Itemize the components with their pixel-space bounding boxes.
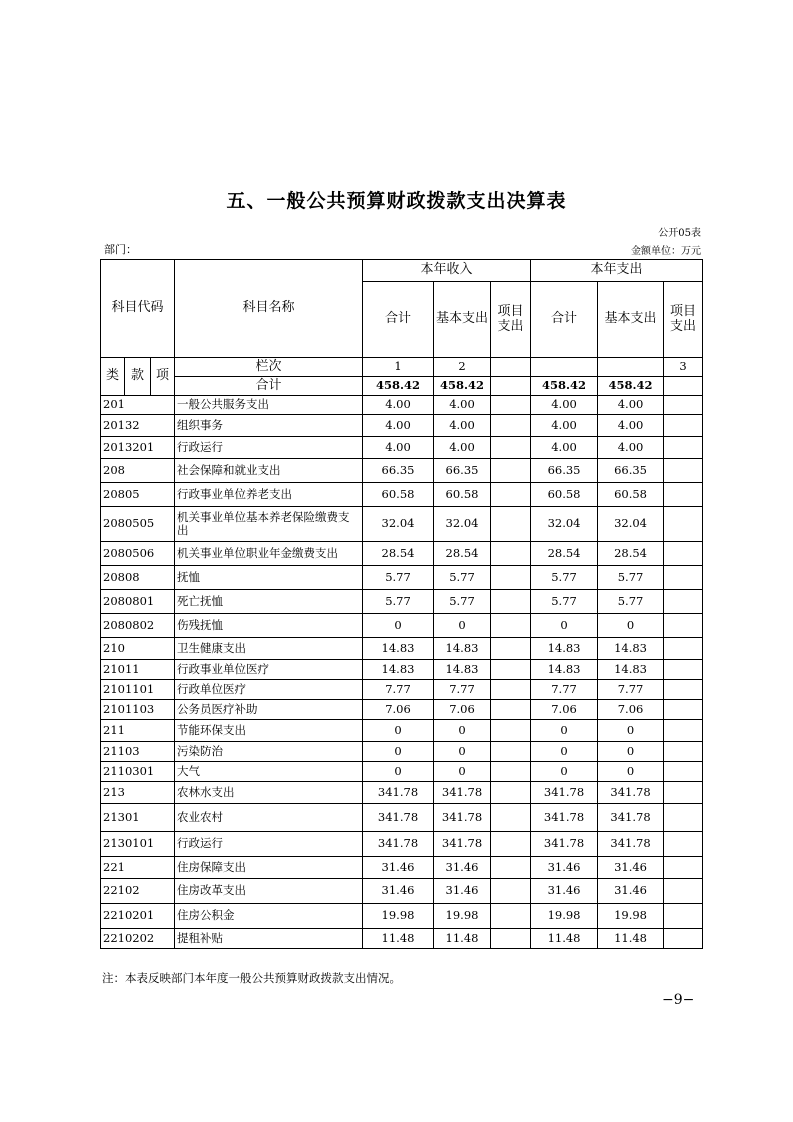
page-title: 五、一般公共预算财政拨款支出决算表 (226, 190, 567, 212)
row-income-total: 0 (363, 762, 434, 782)
row-income-total: 32.04 (363, 507, 434, 542)
row-income-project (491, 437, 531, 459)
table-row (101, 638, 703, 660)
row-income-total: 7.06 (363, 700, 434, 720)
row-income-basic: 14.83 (434, 660, 491, 680)
row-income-basic: 31.46 (434, 857, 491, 879)
row-expense-total: 19.98 (531, 904, 598, 929)
row-expense-total: 32.04 (531, 507, 598, 542)
header-name: 科目名称 (175, 260, 363, 358)
row-code: 221 (101, 857, 175, 879)
table-row (101, 566, 703, 590)
row-income-basic: 341.78 (434, 782, 491, 804)
row-income-basic: 66.35 (434, 459, 491, 483)
row-income-total: 66.35 (363, 459, 434, 483)
table-row (101, 782, 703, 804)
table-row (101, 396, 703, 415)
row-name: 住房保障支出 (175, 857, 363, 879)
footnote: 注：本表反映部门本年度一般公共预算财政拨款支出情况。 (102, 971, 401, 985)
row-expense-basic: 0 (598, 720, 664, 742)
row-name: 行政运行 (175, 437, 363, 459)
row-expense-basic: 32.04 (598, 507, 664, 542)
row-expense-basic: 19.98 (598, 904, 664, 929)
row-code: 2080801 (101, 590, 175, 614)
sum-label: 合计 (175, 377, 363, 396)
row-expense-project (664, 566, 703, 590)
row-name: 行政运行 (175, 832, 363, 857)
table-row (101, 660, 703, 680)
row-expense-project (664, 762, 703, 782)
table-row (101, 680, 703, 700)
row-expense-project (664, 459, 703, 483)
row-code: 2130101 (101, 832, 175, 857)
row-income-total: 4.00 (363, 415, 434, 437)
row-code: 21301 (101, 804, 175, 832)
row-expense-project (664, 614, 703, 638)
row-expense-total: 5.77 (531, 566, 598, 590)
row-code: 2110301 (101, 762, 175, 782)
row-income-total: 341.78 (363, 804, 434, 832)
row-name: 一般公共服务支出 (175, 396, 363, 415)
row-expense-total: 14.83 (531, 660, 598, 680)
table-row (101, 762, 703, 782)
row-income-basic: 60.58 (434, 483, 491, 507)
row-income-basic: 32.04 (434, 507, 491, 542)
row-expense-total: 11.48 (531, 929, 598, 949)
row-income-total: 341.78 (363, 832, 434, 857)
table-row (101, 879, 703, 904)
row-expense-project (664, 879, 703, 904)
row-income-basic: 7.06 (434, 700, 491, 720)
row-income-total: 31.46 (363, 879, 434, 904)
row-expense-total: 7.77 (531, 680, 598, 700)
table-row (101, 857, 703, 879)
row-expense-project (664, 904, 703, 929)
row-code: 210 (101, 638, 175, 660)
row-expense-total: 7.06 (531, 700, 598, 720)
header-income-basic: 基本支出 (434, 282, 491, 358)
row-code: 211 (101, 720, 175, 742)
sum-income-basic: 458.42 (434, 377, 491, 396)
row-expense-total: 60.58 (531, 483, 598, 507)
row-income-project (491, 832, 531, 857)
row-expense-total: 4.00 (531, 396, 598, 415)
row-name: 住房改革支出 (175, 879, 363, 904)
row-expense-project (664, 507, 703, 542)
row-code: 2080802 (101, 614, 175, 638)
sum-expense-project (664, 377, 703, 396)
row-name: 机关事业单位基本养老保险缴费支出 (175, 507, 363, 542)
row-expense-project (664, 929, 703, 949)
row-income-total: 19.98 (363, 904, 434, 929)
row-income-total: 5.77 (363, 590, 434, 614)
row-code: 22102 (101, 879, 175, 904)
row-expense-project (664, 396, 703, 415)
row-expense-basic: 5.77 (598, 566, 664, 590)
row-expense-basic: 28.54 (598, 542, 664, 566)
row-code: 20132 (101, 415, 175, 437)
row-income-total: 11.48 (363, 929, 434, 949)
col-number-blank (531, 358, 598, 377)
row-expense-project (664, 638, 703, 660)
row-expense-basic: 4.00 (598, 437, 664, 459)
row-expense-project (664, 742, 703, 762)
row-expense-project (664, 857, 703, 879)
col-number-blank (491, 358, 531, 377)
table-row (101, 929, 703, 949)
row-expense-project (664, 680, 703, 700)
row-income-project (491, 396, 531, 415)
row-expense-basic: 11.48 (598, 929, 664, 949)
header-lei: 类 (101, 358, 125, 396)
row-expense-project (664, 483, 703, 507)
row-code: 2013201 (101, 437, 175, 459)
department-label: 部门： (104, 243, 137, 256)
header-income: 本年收入 (363, 260, 531, 282)
row-income-total: 14.83 (363, 660, 434, 680)
row-income-total: 28.54 (363, 542, 434, 566)
header-expense: 本年支出 (531, 260, 703, 282)
row-expense-basic: 5.77 (598, 590, 664, 614)
row-expense-total: 0 (531, 742, 598, 762)
row-expense-project (664, 720, 703, 742)
row-income-basic: 11.48 (434, 929, 491, 949)
row-income-basic: 341.78 (434, 832, 491, 857)
form-number: 公开05表 (658, 228, 701, 239)
row-income-basic: 7.77 (434, 680, 491, 700)
row-expense-basic: 14.83 (598, 660, 664, 680)
header-expense-basic: 基本支出 (598, 282, 664, 358)
row-expense-basic: 31.46 (598, 857, 664, 879)
row-code: 208 (101, 459, 175, 483)
row-code: 213 (101, 782, 175, 804)
row-code: 2101103 (101, 700, 175, 720)
row-expense-basic: 0 (598, 762, 664, 782)
row-income-project (491, 762, 531, 782)
header-expense-total: 合计 (531, 282, 598, 358)
row-expense-total: 341.78 (531, 782, 598, 804)
row-income-basic: 0 (434, 762, 491, 782)
table-row (101, 459, 703, 483)
row-income-project (491, 700, 531, 720)
row-name: 行政事业单位医疗 (175, 660, 363, 680)
row-income-project (491, 742, 531, 762)
table-row (101, 415, 703, 437)
header-lanci: 栏次 (175, 358, 363, 377)
row-income-basic: 4.00 (434, 437, 491, 459)
row-income-project (491, 507, 531, 542)
row-expense-basic: 31.46 (598, 879, 664, 904)
row-code: 2080506 (101, 542, 175, 566)
table-row (101, 832, 703, 857)
row-expense-total: 31.46 (531, 879, 598, 904)
row-income-project (491, 590, 531, 614)
row-expense-basic: 341.78 (598, 804, 664, 832)
row-income-basic: 5.77 (434, 590, 491, 614)
row-expense-project (664, 782, 703, 804)
row-expense-total: 0 (531, 720, 598, 742)
row-code: 2210201 (101, 904, 175, 929)
table-row (101, 483, 703, 507)
row-code: 21011 (101, 660, 175, 680)
row-code: 20808 (101, 566, 175, 590)
row-income-total: 4.00 (363, 437, 434, 459)
header-kuan: 款 (125, 358, 151, 396)
row-income-total: 341.78 (363, 782, 434, 804)
row-name: 行政事业单位养老支出 (175, 483, 363, 507)
row-expense-total: 28.54 (531, 542, 598, 566)
row-income-basic: 31.46 (434, 879, 491, 904)
row-expense-project (664, 832, 703, 857)
row-name: 社会保障和就业支出 (175, 459, 363, 483)
row-name: 死亡抚恤 (175, 590, 363, 614)
header-income-project: 项目支出 (491, 282, 531, 358)
row-code: 2210202 (101, 929, 175, 949)
row-expense-total: 31.46 (531, 857, 598, 879)
row-expense-project (664, 700, 703, 720)
row-income-project (491, 483, 531, 507)
row-income-basic: 14.83 (434, 638, 491, 660)
row-income-project (491, 459, 531, 483)
row-expense-total: 14.83 (531, 638, 598, 660)
row-income-basic: 0 (434, 742, 491, 762)
table-row (101, 614, 703, 638)
col-number-3: 3 (664, 358, 703, 377)
row-income-project (491, 660, 531, 680)
row-name: 住房公积金 (175, 904, 363, 929)
col-number-2: 2 (434, 358, 491, 377)
row-income-total: 31.46 (363, 857, 434, 879)
row-name: 农林水支出 (175, 782, 363, 804)
row-income-project (491, 566, 531, 590)
table-row (101, 804, 703, 832)
row-income-total: 60.58 (363, 483, 434, 507)
row-income-project (491, 680, 531, 700)
row-income-project (491, 929, 531, 949)
row-income-project (491, 542, 531, 566)
table-row (101, 700, 703, 720)
table-row (101, 904, 703, 929)
row-expense-total: 0 (531, 762, 598, 782)
page-number: −9− (662, 992, 695, 1008)
row-expense-project (664, 660, 703, 680)
row-expense-basic: 60.58 (598, 483, 664, 507)
row-expense-basic: 4.00 (598, 396, 664, 415)
table-row (101, 742, 703, 762)
row-income-project (491, 804, 531, 832)
row-name: 行政单位医疗 (175, 680, 363, 700)
row-income-project (491, 614, 531, 638)
row-income-project (491, 720, 531, 742)
sum-income-total: 458.42 (363, 377, 434, 396)
row-expense-project (664, 437, 703, 459)
row-expense-total: 341.78 (531, 804, 598, 832)
row-income-basic: 0 (434, 614, 491, 638)
row-code: 201 (101, 396, 175, 415)
row-name: 伤残抚恤 (175, 614, 363, 638)
row-name: 大气 (175, 762, 363, 782)
header-expense-project: 项目支出 (664, 282, 703, 358)
row-income-total: 14.83 (363, 638, 434, 660)
row-income-basic: 0 (434, 720, 491, 742)
row-expense-basic: 0 (598, 614, 664, 638)
row-name: 公务员医疗补助 (175, 700, 363, 720)
row-income-total: 4.00 (363, 396, 434, 415)
table-row (101, 590, 703, 614)
sum-expense-basic: 458.42 (598, 377, 664, 396)
row-code: 21103 (101, 742, 175, 762)
row-name: 提租补贴 (175, 929, 363, 949)
sum-expense-total: 458.42 (531, 377, 598, 396)
row-expense-total: 341.78 (531, 832, 598, 857)
row-income-total: 5.77 (363, 566, 434, 590)
row-income-basic: 4.00 (434, 396, 491, 415)
row-income-total: 7.77 (363, 680, 434, 700)
row-expense-basic: 341.78 (598, 782, 664, 804)
row-income-basic: 19.98 (434, 904, 491, 929)
row-code: 2080505 (101, 507, 175, 542)
table-row (101, 507, 703, 542)
row-income-basic: 28.54 (434, 542, 491, 566)
row-income-basic: 341.78 (434, 804, 491, 832)
col-number-1: 1 (363, 358, 434, 377)
row-expense-basic: 7.77 (598, 680, 664, 700)
row-income-total: 0 (363, 742, 434, 762)
row-expense-basic: 0 (598, 742, 664, 762)
table-row (101, 437, 703, 459)
header-income-total: 合计 (363, 282, 434, 358)
row-expense-total: 0 (531, 614, 598, 638)
row-expense-project (664, 804, 703, 832)
row-expense-project (664, 590, 703, 614)
row-expense-basic: 14.83 (598, 638, 664, 660)
row-expense-total: 5.77 (531, 590, 598, 614)
table-row (101, 542, 703, 566)
row-name: 节能环保支出 (175, 720, 363, 742)
row-expense-basic: 7.06 (598, 700, 664, 720)
row-expense-project (664, 415, 703, 437)
row-name: 组织事务 (175, 415, 363, 437)
row-income-basic: 5.77 (434, 566, 491, 590)
header-xiang: 项 (151, 358, 175, 396)
row-income-project (491, 638, 531, 660)
row-expense-total: 4.00 (531, 437, 598, 459)
row-name: 污染防治 (175, 742, 363, 762)
row-name: 农业农村 (175, 804, 363, 832)
row-income-project (491, 782, 531, 804)
row-income-total: 0 (363, 720, 434, 742)
sum-income-project (491, 377, 531, 396)
table-row (101, 720, 703, 742)
header-code: 科目代码 (101, 260, 175, 358)
row-code: 2101101 (101, 680, 175, 700)
row-expense-project (664, 542, 703, 566)
row-expense-basic: 4.00 (598, 415, 664, 437)
row-name: 卫生健康支出 (175, 638, 363, 660)
row-income-project (491, 904, 531, 929)
row-expense-basic: 66.35 (598, 459, 664, 483)
row-income-project (491, 415, 531, 437)
row-name: 抚恤 (175, 566, 363, 590)
row-expense-basic: 341.78 (598, 832, 664, 857)
row-income-basic: 4.00 (434, 415, 491, 437)
col-number-blank (598, 358, 664, 377)
row-name: 机关事业单位职业年金缴费支出 (175, 542, 363, 566)
row-expense-total: 66.35 (531, 459, 598, 483)
row-income-project (491, 879, 531, 904)
expenditure-table (100, 259, 703, 949)
row-income-project (491, 857, 531, 879)
row-code: 20805 (101, 483, 175, 507)
unit-label: 金额单位：万元 (631, 246, 701, 257)
row-expense-total: 4.00 (531, 415, 598, 437)
row-income-total: 0 (363, 614, 434, 638)
